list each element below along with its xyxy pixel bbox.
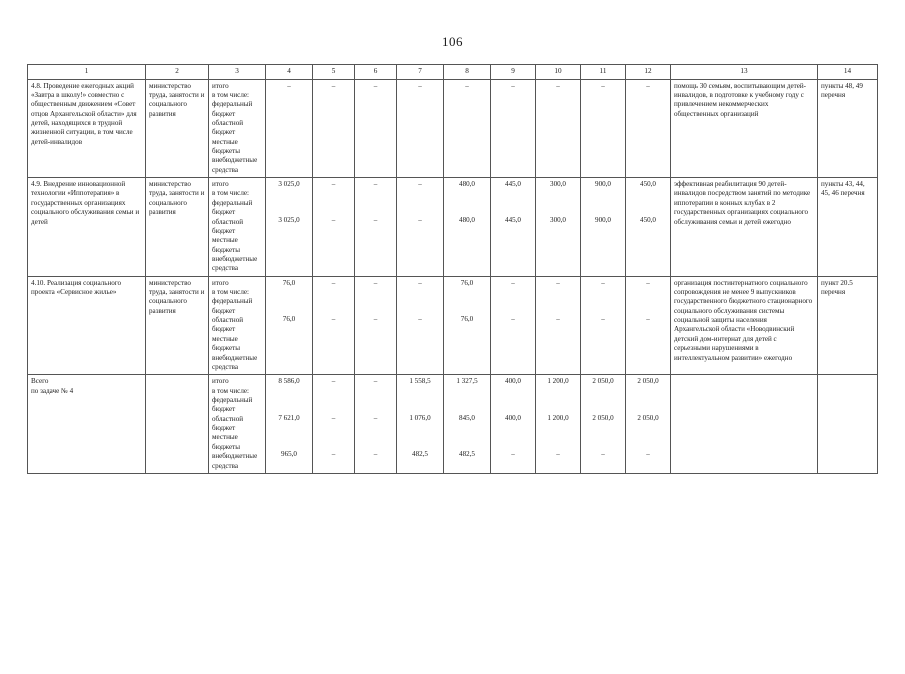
value-spacer4 — [494, 441, 532, 450]
value-vneb: – — [511, 450, 515, 458]
value-col-7 — [397, 375, 444, 474]
colnum-5: 5 — [313, 65, 355, 80]
value-spacer — [269, 189, 309, 198]
source-item: федеральный бюджет — [212, 396, 253, 414]
value-col-9 — [491, 375, 536, 474]
value-spacer — [316, 288, 351, 297]
value-obl: 450,0 — [640, 216, 656, 225]
value-col-8 — [444, 375, 491, 474]
source-item: итого — [212, 377, 229, 386]
value-fed — [539, 396, 577, 405]
reference-item: пункты 48, 49 перечня — [818, 79, 878, 178]
source-item: в том числе: — [212, 386, 249, 395]
value-col-10 — [536, 79, 581, 178]
value-mest — [447, 432, 487, 441]
value-spacer — [494, 387, 532, 396]
value-obl: 1 076,0 — [409, 413, 431, 422]
value-fed — [584, 297, 622, 306]
value-obl: – — [373, 315, 378, 324]
value-vneb: – — [601, 450, 605, 458]
responsible-org — [146, 375, 209, 474]
value-spacer2 — [539, 405, 577, 414]
value-spacer3 — [358, 423, 393, 432]
value-obl: – — [331, 315, 336, 324]
source-item: итого — [212, 278, 229, 287]
value-spacer2 — [316, 405, 351, 414]
value-obl: 3 025,0 — [278, 216, 300, 225]
document-page — [0, 34, 905, 674]
source-item: местные бюджеты — [212, 433, 240, 451]
value-spacer2 — [447, 306, 487, 315]
value-obl: 7 621,0 — [278, 413, 300, 422]
value-spacer — [400, 288, 440, 297]
value-itogo: – — [331, 377, 336, 386]
value-col-6 — [355, 375, 397, 474]
value-spacer4 — [539, 441, 577, 450]
source-item: областной бюджет — [212, 118, 244, 137]
expected-result: помощь 30 семьям, воспитывающим детей-инвалидов, в подготовке к учебному году с привлечением некоммерческих общественных организаций — [671, 79, 818, 178]
value-fed — [316, 297, 351, 306]
reference-item — [818, 375, 878, 474]
value-itogo: 1 327,5 — [456, 377, 478, 386]
value-col-12 — [626, 79, 671, 178]
value-spacer — [358, 288, 393, 297]
source-item: федеральный бюджет — [212, 100, 253, 118]
value-spacer2 — [269, 207, 309, 216]
value-obl: – — [646, 315, 650, 324]
value-obl: – — [373, 413, 378, 422]
total-label — [28, 375, 146, 474]
source-item: областной бюджет — [212, 414, 244, 433]
value-fed — [584, 198, 622, 207]
value-spacer2 — [269, 405, 309, 414]
value-spacer — [629, 288, 667, 297]
value-fed — [316, 396, 351, 405]
value-itogo: – — [556, 81, 560, 90]
value-mest — [400, 432, 440, 441]
value-spacer4 — [447, 441, 487, 450]
value-itogo: 480,0 — [459, 180, 475, 189]
value-obl: 845,0 — [459, 413, 475, 422]
value-obl: – — [418, 216, 422, 225]
value-fed — [400, 396, 440, 405]
value-col-8 — [444, 178, 491, 277]
colnum-4: 4 — [266, 65, 313, 80]
value-col-5 — [313, 375, 355, 474]
value-col-11 — [581, 79, 626, 178]
value-itogo: – — [373, 180, 378, 189]
value-fed — [316, 198, 351, 207]
value-itogo: 2 050,0 — [637, 377, 659, 386]
value-itogo: 450,0 — [640, 180, 656, 189]
colnum-12: 12 — [626, 65, 671, 80]
value-mest — [269, 432, 309, 441]
source-item: внебюджетные средства — [212, 156, 258, 174]
value-spacer — [269, 387, 309, 396]
value-obl: – — [511, 315, 515, 324]
value-spacer2 — [358, 207, 393, 216]
value-itogo: – — [373, 81, 378, 90]
total-label-line2: по задаче № 4 — [31, 386, 74, 395]
value-vneb: – — [373, 450, 378, 458]
reference-item: пункты 43, 44, 45, 46 перечня — [818, 178, 878, 277]
value-spacer — [269, 288, 309, 297]
value-spacer2 — [584, 207, 622, 216]
value-spacer — [584, 189, 622, 198]
source-item: в том числе: — [212, 189, 249, 198]
value-fed — [358, 297, 393, 306]
value-col-6 — [355, 79, 397, 178]
value-itogo: 400,0 — [505, 377, 521, 386]
source-item: областной бюджет — [212, 217, 244, 235]
value-spacer2 — [539, 207, 577, 216]
value-obl: – — [601, 315, 605, 324]
value-spacer — [447, 189, 487, 198]
value-itogo: – — [373, 278, 378, 287]
value-fed — [358, 198, 393, 207]
value-spacer — [629, 387, 667, 396]
value-spacer2 — [629, 207, 667, 216]
value-spacer — [358, 387, 393, 396]
value-itogo: – — [418, 81, 422, 90]
value-col-11 — [581, 178, 626, 277]
value-obl: 300,0 — [550, 216, 566, 225]
value-col-5 — [313, 178, 355, 277]
value-col-8 — [444, 276, 491, 375]
value-itogo: – — [331, 278, 336, 287]
value-itogo: 900,0 — [595, 180, 611, 189]
value-col-12 — [626, 276, 671, 375]
value-spacer2 — [316, 306, 351, 315]
value-fed — [447, 297, 487, 306]
table-row-total — [28, 375, 878, 474]
value-spacer3 — [629, 423, 667, 432]
value-itogo: – — [601, 81, 605, 90]
measure-name: 4.10. Реализация социального проекта «Сервисное жилье» — [28, 276, 146, 375]
value-vneb: 965,0 — [281, 450, 297, 458]
value-spacer3 — [584, 423, 622, 432]
value-col-9 — [491, 276, 536, 375]
value-itogo: – — [373, 377, 378, 386]
value-spacer2 — [494, 306, 532, 315]
value-itogo: – — [418, 180, 422, 189]
value-itogo: – — [418, 278, 422, 287]
value-col-11 — [581, 276, 626, 375]
source-item: итого — [212, 81, 229, 90]
value-mest — [358, 432, 393, 441]
colnum-1: 1 — [28, 65, 146, 80]
value-col-10 — [536, 178, 581, 277]
value-itogo: 1 558,5 — [409, 377, 431, 386]
page-number: 106 — [442, 34, 463, 49]
value-spacer3 — [494, 423, 532, 432]
source-item: в том числе: — [212, 90, 249, 99]
value-spacer3 — [316, 423, 351, 432]
value-spacer3 — [447, 423, 487, 432]
value-col-10 — [536, 375, 581, 474]
source-item: в том числе: — [212, 288, 249, 297]
value-spacer2 — [400, 405, 440, 414]
value-mest — [584, 432, 622, 441]
source-item: областной бюджет — [212, 316, 244, 334]
value-fed — [494, 198, 532, 207]
source-item: федеральный бюджет — [212, 297, 253, 315]
expected-result: организация постинтернатного социального сопровождения не менее 9 выпускников государственного бюджетного стационарного социального обслуживания системы социальной защиты населения Архангельской области «Новодвинский детский дом-интернат для детей с серьезными нарушениями в интеллектуальном развитии» ежегодно — [671, 276, 818, 375]
value-itogo: 76,0 — [282, 278, 296, 287]
value-col-5 — [313, 79, 355, 178]
value-col-10 — [536, 276, 581, 375]
colnum-10: 10 — [536, 65, 581, 80]
value-itogo: – — [287, 81, 291, 90]
value-vneb: – — [646, 450, 650, 458]
responsible-org: министерство труда, занятости и социального развития — [146, 276, 209, 375]
value-spacer — [584, 288, 622, 297]
value-spacer2 — [494, 405, 532, 414]
funding-source-list — [209, 276, 266, 375]
value-fed — [447, 198, 487, 207]
value-spacer3 — [539, 423, 577, 432]
value-spacer2 — [447, 405, 487, 414]
colnum-14: 14 — [818, 65, 878, 80]
value-col-12 — [626, 375, 671, 474]
value-col-4 — [266, 276, 313, 375]
value-itogo: – — [331, 180, 336, 189]
source-item: внебюджетные средства — [212, 353, 258, 371]
value-fed — [400, 198, 440, 207]
value-obl: 76,0 — [282, 315, 296, 324]
value-spacer — [539, 189, 577, 198]
colnum-3: 3 — [209, 65, 266, 80]
source-item: внебюджетные средства — [212, 452, 258, 470]
value-spacer — [447, 387, 487, 396]
value-obl: 445,0 — [505, 216, 521, 225]
source-item: итого — [212, 180, 229, 189]
value-itogo: 3 025,0 — [278, 180, 300, 189]
value-fed — [269, 297, 309, 306]
value-fed — [269, 198, 309, 207]
value-itogo: 1 200,0 — [547, 377, 569, 386]
value-fed — [269, 396, 309, 405]
table-row — [28, 79, 878, 178]
colnum-9: 9 — [491, 65, 536, 80]
value-mest — [629, 432, 667, 441]
value-fed — [629, 297, 667, 306]
value-obl: – — [331, 413, 336, 422]
table-row — [28, 178, 878, 277]
value-mest — [316, 432, 351, 441]
table-column-number-row — [28, 65, 878, 80]
value-itogo: 445,0 — [505, 180, 521, 189]
value-spacer — [447, 288, 487, 297]
value-fed — [494, 297, 532, 306]
value-spacer2 — [584, 405, 622, 414]
value-spacer — [494, 189, 532, 198]
expected-result: эффективная реабилитация 90 детей-инвалидов посредством занятий по методике иппотерапии в конных клубах в 2 государственных организациях социального обслуживания семьи и детей ежегодно — [671, 178, 818, 277]
value-col-9 — [491, 79, 536, 178]
value-itogo: 2 050,0 — [592, 377, 614, 386]
value-col-11 — [581, 375, 626, 474]
responsible-org: министерство труда, занятости и социального развития — [146, 79, 209, 178]
value-fed — [629, 198, 667, 207]
value-spacer2 — [269, 306, 309, 315]
value-spacer4 — [269, 441, 309, 450]
value-col-4 — [266, 79, 313, 178]
value-fed — [539, 198, 577, 207]
value-col-9 — [491, 178, 536, 277]
value-spacer4 — [584, 441, 622, 450]
value-itogo: – — [511, 278, 515, 287]
value-spacer — [400, 189, 440, 198]
value-col-12 — [626, 178, 671, 277]
value-spacer2 — [316, 207, 351, 216]
value-mest — [539, 432, 577, 441]
value-itogo: 300,0 — [550, 180, 566, 189]
value-obl: – — [331, 216, 336, 225]
value-spacer3 — [269, 423, 309, 432]
table-row — [28, 276, 878, 375]
value-spacer2 — [584, 306, 622, 315]
value-obl: – — [418, 315, 422, 324]
value-spacer — [539, 387, 577, 396]
measure-name: 4.9. Внедрение инновационной технологии «Иппотерапия» в государственных организациях социального обслуживания семьи и детей — [28, 178, 146, 277]
value-fed — [358, 396, 393, 405]
colnum-13: 13 — [671, 65, 818, 80]
source-item: местные бюджеты — [212, 236, 240, 254]
value-itogo: – — [646, 278, 650, 287]
total-label-line1: Всего — [31, 377, 49, 386]
source-item: федеральный бюджет — [212, 198, 253, 217]
value-spacer2 — [447, 207, 487, 216]
value-spacer2 — [539, 306, 577, 315]
value-col-5 — [313, 276, 355, 375]
value-fed — [629, 396, 667, 405]
value-obl: – — [373, 216, 378, 225]
colnum-8: 8 — [444, 65, 491, 80]
source-item: внебюджетные средства — [212, 254, 258, 273]
value-spacer2 — [629, 306, 667, 315]
value-itogo: 8 586,0 — [278, 377, 300, 386]
value-spacer2 — [400, 207, 440, 216]
colnum-11: 11 — [581, 65, 626, 80]
value-obl: 2 050,0 — [637, 413, 659, 422]
value-col-7 — [397, 276, 444, 375]
value-col-6 — [355, 178, 397, 277]
value-col-7 — [397, 178, 444, 277]
value-spacer4 — [316, 441, 351, 450]
value-fed — [494, 396, 532, 405]
value-fed — [447, 396, 487, 405]
value-spacer — [316, 189, 351, 198]
value-spacer2 — [358, 405, 393, 414]
value-col-4 — [266, 375, 313, 474]
value-spacer3 — [400, 423, 440, 432]
value-spacer2 — [400, 306, 440, 315]
value-itogo: – — [556, 278, 560, 287]
value-itogo: – — [465, 81, 469, 90]
value-spacer — [494, 288, 532, 297]
value-spacer — [629, 189, 667, 198]
value-obl: 76,0 — [460, 315, 474, 324]
value-col-6 — [355, 276, 397, 375]
funding-source-list — [209, 178, 266, 277]
value-col-8 — [444, 79, 491, 178]
value-col-7 — [397, 79, 444, 178]
value-spacer — [584, 387, 622, 396]
value-vneb: – — [556, 450, 560, 458]
source-item: местные бюджеты — [212, 137, 240, 156]
value-spacer — [358, 189, 393, 198]
colnum-7: 7 — [397, 65, 444, 80]
value-spacer4 — [358, 441, 393, 450]
value-spacer4 — [400, 441, 440, 450]
value-fed — [584, 396, 622, 405]
value-obl: 1 200,0 — [547, 413, 569, 422]
value-col-4 — [266, 178, 313, 277]
value-vneb: 482,5 — [412, 450, 428, 458]
value-spacer2 — [358, 306, 393, 315]
value-obl: 480,0 — [459, 216, 475, 225]
value-obl: 2 050,0 — [592, 413, 614, 422]
value-itogo: – — [601, 278, 605, 287]
value-itogo: – — [646, 81, 650, 90]
value-spacer4 — [629, 441, 667, 450]
value-vneb: 482,5 — [459, 450, 475, 458]
reference-item: пункт 20.5 перечня — [818, 276, 878, 375]
expected-result — [671, 375, 818, 474]
value-itogo: – — [511, 81, 515, 90]
value-fed — [539, 297, 577, 306]
funding-source-list — [209, 375, 266, 474]
value-spacer2 — [629, 405, 667, 414]
value-mest — [494, 432, 532, 441]
measure-name: 4.8. Проведение ежегодных акций «Завтра в школу!» совместно с общественным движением «Совет отцов Архангельской области» для детей, находящихся в трудной жизненной ситуации, в том числе детей-инвалидов — [28, 79, 146, 178]
responsible-org: министерство труда, занятости и социального развития — [146, 178, 209, 277]
value-spacer2 — [494, 207, 532, 216]
value-spacer — [316, 387, 351, 396]
value-spacer — [400, 387, 440, 396]
value-obl: – — [556, 315, 560, 324]
colnum-6: 6 — [355, 65, 397, 80]
value-itogo: 76,0 — [460, 278, 474, 287]
value-obl: 900,0 — [595, 216, 611, 225]
value-vneb: – — [331, 450, 336, 458]
value-obl: 400,0 — [505, 413, 521, 422]
budget-table — [27, 64, 878, 474]
funding-source-list — [209, 79, 266, 178]
value-itogo: – — [331, 81, 336, 90]
colnum-2: 2 — [146, 65, 209, 80]
value-spacer — [539, 288, 577, 297]
source-item: местные бюджеты — [212, 334, 240, 353]
value-fed — [400, 297, 440, 306]
